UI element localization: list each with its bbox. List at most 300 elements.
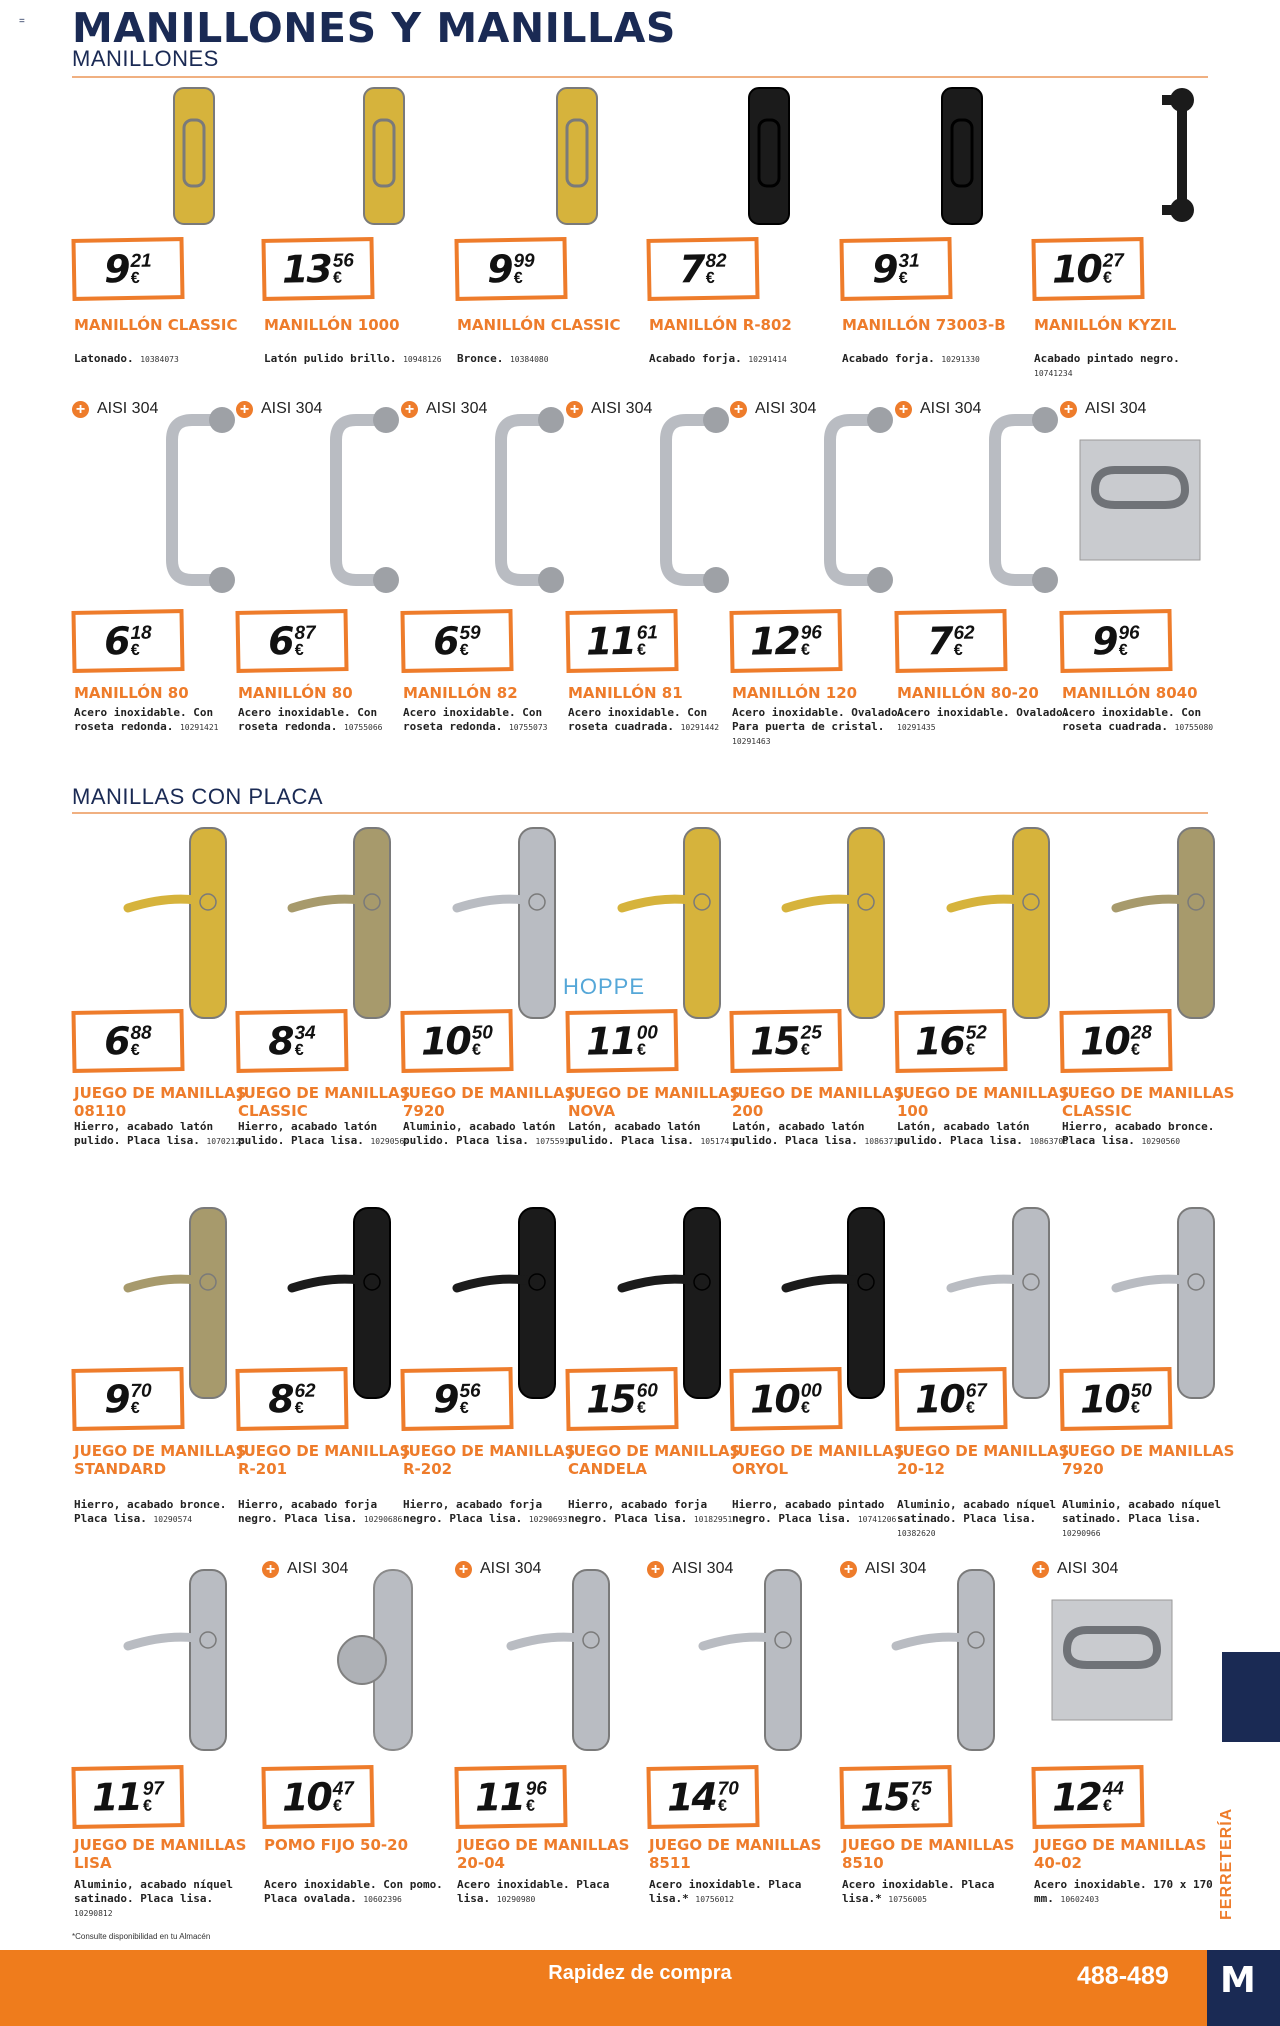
product-desc xyxy=(264,352,444,367)
price-currency: € xyxy=(898,269,908,287)
price-currency: € xyxy=(636,1399,647,1417)
product-name: MANILLÓN 1000 xyxy=(264,316,400,334)
product-name: JUEGO DE MANILLAS ORYOL xyxy=(732,1442,905,1478)
product-desc xyxy=(238,1498,418,1527)
product-card[interactable] xyxy=(72,400,257,760)
plus-icon: + xyxy=(730,401,747,418)
product-card[interactable] xyxy=(647,1560,832,1920)
product-card[interactable] xyxy=(72,1198,257,1558)
price-cents: 96 xyxy=(800,621,823,644)
lever-plate-bronze-icon xyxy=(1060,818,1245,1028)
product-desc xyxy=(74,1120,254,1149)
price-currency: € xyxy=(130,269,140,287)
price-integer: 10 xyxy=(420,1018,471,1064)
price-currency: € xyxy=(525,1797,536,1815)
price-currency: € xyxy=(1118,641,1128,659)
price-cents: 67 xyxy=(965,1379,988,1402)
product-desc xyxy=(649,352,829,367)
price-cents: 82 xyxy=(705,250,727,272)
price-tag xyxy=(1031,237,1144,301)
product-card[interactable] xyxy=(730,1198,915,1558)
product-card[interactable] xyxy=(895,1198,1080,1558)
price-tag xyxy=(400,1367,513,1431)
product-ref: 10948126 xyxy=(403,355,442,364)
product-card[interactable] xyxy=(1060,1198,1245,1558)
price-integer: 10 xyxy=(914,1376,965,1422)
product-desc-text: Aluminio, acabado níquel satinado. Placa lisa. xyxy=(1062,1498,1221,1525)
footnote: *Consulte disponibilidad en tu Almacén xyxy=(72,1932,211,1941)
product-desc-text: Hierro, acabado bronce. Placa lisa. xyxy=(1062,1120,1215,1147)
pull-square-plate-icon xyxy=(1060,400,1245,610)
price-cents: 34 xyxy=(294,1022,316,1044)
product-desc-text: Acabado forja. xyxy=(842,352,935,365)
price-currency: € xyxy=(717,1797,728,1815)
product-name: MANILLÓN 80 xyxy=(238,684,353,702)
product-name: MANILLÓN KYZIL xyxy=(1034,316,1177,334)
product-ref: 10702125 xyxy=(206,1137,245,1146)
aisi-label: AISI 304 xyxy=(1085,400,1147,417)
aisi-badge xyxy=(840,1560,926,1578)
section-title-manillones: MANILLONES xyxy=(72,46,219,71)
price-currency: € xyxy=(965,1399,976,1417)
lever-plate-steel-icon xyxy=(455,1560,640,1760)
product-name: MANILLÓN CLASSIC xyxy=(74,316,238,334)
product-card[interactable] xyxy=(566,1198,751,1558)
price-integer: 10 xyxy=(1079,1376,1130,1422)
product-desc xyxy=(264,1878,444,1907)
product-desc xyxy=(732,706,912,749)
price-cents: 97 xyxy=(142,1777,165,1800)
price-tag xyxy=(71,1765,184,1829)
pull-handle-steel-icon xyxy=(401,400,586,610)
price-integer: 6 xyxy=(103,1018,130,1064)
product-ref: 10384073 xyxy=(140,355,179,364)
product-desc-text: Acero inoxidable. Con roseta redonda. xyxy=(238,706,378,733)
aisi-label: AISI 304 xyxy=(672,1560,734,1577)
price-currency: € xyxy=(459,1399,469,1417)
product-card[interactable] xyxy=(262,80,447,440)
product-card[interactable] xyxy=(1032,80,1217,440)
product-card[interactable] xyxy=(236,818,421,1178)
product-card[interactable] xyxy=(1032,1560,1217,1920)
product-name: JUEGO DE MANILLAS 8511 xyxy=(649,1836,822,1872)
lever-plate-bronze-icon xyxy=(236,818,421,1028)
plus-icon: + xyxy=(72,401,89,418)
product-card[interactable] xyxy=(455,1560,640,1920)
product-ref: 10290560 xyxy=(1141,1137,1181,1146)
price-currency: € xyxy=(130,641,140,659)
product-ref: 10290574 xyxy=(153,1515,193,1524)
product-desc xyxy=(1062,1498,1242,1541)
price-tag xyxy=(454,237,567,301)
corner-mark: = xyxy=(19,16,25,27)
price-tag xyxy=(729,1367,842,1431)
price-integer: 10 xyxy=(281,1774,332,1820)
aisi-badge xyxy=(647,1560,733,1578)
product-name: JUEGO DE MANILLAS CANDELA xyxy=(568,1442,741,1478)
product-desc-text: Hierro, acabado pintado negro. Placa lisa. xyxy=(732,1498,885,1525)
product-ref: 10291421 xyxy=(179,723,219,732)
price-cents: 70 xyxy=(717,1777,740,1800)
price-integer: 11 xyxy=(585,1018,636,1064)
product-ref: 10384080 xyxy=(509,355,549,364)
product-desc-text: Acero inoxidable. Con pomo. Placa ovalada. xyxy=(264,1878,443,1905)
price-cents: 52 xyxy=(965,1021,988,1044)
product-name: JUEGO DE MANILLAS 8510 xyxy=(842,1836,1015,1872)
lever-plate-brass-icon xyxy=(72,818,257,1028)
aisi-label: AISI 304 xyxy=(480,1560,542,1577)
product-desc-text: Latón, acabado latón pulido. Placa lisa. xyxy=(897,1120,1030,1147)
product-ref: 10863713 xyxy=(864,1137,903,1146)
price-cents: 88 xyxy=(130,1022,152,1044)
price-cents: 00 xyxy=(636,1021,659,1044)
product-card[interactable] xyxy=(401,818,586,1178)
product-card[interactable] xyxy=(840,1560,1025,1920)
pull-plate-brass-icon xyxy=(455,80,640,230)
aisi-badge xyxy=(72,400,158,418)
price-currency: € xyxy=(636,641,647,659)
price-tag xyxy=(839,1765,952,1829)
product-desc-text: Hierro, acabado bronce. Placa lisa. xyxy=(74,1498,227,1525)
price-currency: € xyxy=(142,1797,153,1815)
product-card[interactable] xyxy=(730,400,915,760)
product-desc-text: Acero inoxidable. Ovalado. xyxy=(897,706,1070,719)
product-desc xyxy=(1034,352,1214,381)
price-cents: 47 xyxy=(332,1777,355,1800)
price-currency: € xyxy=(965,1041,976,1059)
product-desc xyxy=(403,1120,583,1149)
product-name: MANILLÓN 8040 xyxy=(1062,684,1198,702)
product-desc-text: Hierro, acabado forja negro. Placa lisa. xyxy=(568,1498,708,1525)
price-cents: 50 xyxy=(1130,1379,1153,1402)
product-card[interactable] xyxy=(455,80,640,440)
product-ref: 10741234 xyxy=(1034,369,1073,378)
price-tag xyxy=(261,237,374,301)
product-name: JUEGO DE MANILLAS LISA xyxy=(74,1836,247,1872)
price-tag xyxy=(1059,1009,1172,1073)
price-currency: € xyxy=(910,1797,921,1815)
price-integer: 8 xyxy=(267,1018,294,1064)
product-desc xyxy=(649,1878,829,1907)
product-desc-text: Bronce. xyxy=(457,352,504,365)
plus-icon: + xyxy=(401,401,418,418)
pull-handle-steel-icon xyxy=(236,400,421,610)
price-cents: 56 xyxy=(459,1380,481,1402)
product-desc xyxy=(457,352,637,367)
pull-handle-steel-icon xyxy=(730,400,915,610)
price-currency: € xyxy=(332,1797,343,1815)
product-name: JUEGO DE MANILLAS 40-02 xyxy=(1034,1836,1207,1872)
product-desc xyxy=(74,1878,254,1921)
pull-plate-brass-icon xyxy=(262,80,447,230)
product-desc-text: Aluminio, acabado níquel satinado. Placa lisa. xyxy=(74,1878,233,1905)
price-integer: 11 xyxy=(585,618,636,664)
aisi-badge xyxy=(566,400,652,418)
lever-plate-brass-icon xyxy=(895,818,1080,1028)
product-desc-text: Acero inoxidable. Con roseta cuadrada. xyxy=(1062,706,1202,733)
product-desc xyxy=(457,1878,637,1907)
product-ref: 10290980 xyxy=(496,1895,536,1904)
price-cents: 18 xyxy=(130,622,152,644)
product-card[interactable] xyxy=(401,400,586,760)
price-currency: € xyxy=(1102,1797,1113,1815)
product-desc-text: Acero inoxidable. 170 x 170 mm. xyxy=(1034,1878,1213,1905)
product-desc-text: Acabado pintado negro. xyxy=(1034,352,1180,365)
aisi-badge xyxy=(895,400,981,418)
footer-text: Rapidez de compra xyxy=(548,1962,732,1984)
product-desc-text: Hierro, acabado latón pulido. Placa lisa. xyxy=(238,1120,378,1147)
price-integer: 15 xyxy=(749,1018,800,1064)
price-cents: 96 xyxy=(1118,622,1140,644)
product-card[interactable] xyxy=(730,818,915,1178)
price-integer: 15 xyxy=(859,1774,910,1820)
price-cents: 61 xyxy=(636,621,659,644)
plus-icon: + xyxy=(455,1561,472,1578)
product-card[interactable] xyxy=(895,400,1080,760)
price-cents: 62 xyxy=(953,622,975,644)
product-name: JUEGO DE MANILLAS 7920 xyxy=(1062,1442,1235,1478)
hoppe-logo: HOPPE xyxy=(563,974,646,999)
price-tag xyxy=(71,1009,184,1073)
product-ref: 10602403 xyxy=(1060,1895,1100,1904)
price-cents: 50 xyxy=(471,1021,494,1044)
price-integer: 11 xyxy=(474,1774,525,1820)
price-cents: 62 xyxy=(294,1380,316,1402)
product-desc xyxy=(403,706,583,735)
price-integer: 10 xyxy=(1051,246,1102,292)
price-tag xyxy=(894,1367,1007,1431)
product-desc-text: Acero inoxidable. Placa lisa.* xyxy=(842,1878,995,1905)
product-ref: 10755080 xyxy=(1174,723,1214,732)
price-tag xyxy=(235,1367,348,1431)
section-rule xyxy=(72,812,1208,814)
price-cents: 96 xyxy=(525,1777,548,1800)
plus-icon: + xyxy=(1060,401,1077,418)
product-ref: 10382620 xyxy=(897,1529,936,1538)
price-currency: € xyxy=(800,1399,811,1417)
price-tag xyxy=(71,609,184,673)
price-currency: € xyxy=(130,1399,140,1417)
product-name: MANILLÓN 82 xyxy=(403,684,518,702)
price-tag xyxy=(839,237,952,301)
product-name: JUEGO DE MANILLAS CLASSIC xyxy=(238,1084,411,1120)
price-integer: 9 xyxy=(486,246,513,292)
plus-icon: + xyxy=(647,1561,664,1578)
price-integer: 7 xyxy=(926,618,953,664)
product-card[interactable] xyxy=(401,1198,586,1558)
price-tag xyxy=(235,609,348,673)
price-integer: 8 xyxy=(267,1376,294,1422)
product-name: JUEGO DE MANILLAS 20-12 xyxy=(897,1442,1070,1478)
price-tag xyxy=(71,1367,184,1431)
section-rule xyxy=(72,76,1208,78)
price-cents: 70 xyxy=(130,1380,152,1402)
price-currency: € xyxy=(800,641,811,659)
product-card[interactable] xyxy=(647,80,832,440)
product-desc xyxy=(568,706,748,735)
product-ref: 10755913 xyxy=(535,1137,574,1146)
product-name: JUEGO DE MANILLAS R-202 xyxy=(403,1442,576,1478)
price-tag xyxy=(729,609,842,673)
product-card[interactable] xyxy=(72,1560,257,1920)
product-desc xyxy=(842,352,1022,367)
product-ref: 10291435 xyxy=(897,723,936,732)
product-ref: 10290966 xyxy=(1062,1529,1101,1538)
product-desc-text: Latón, acabado latón pulido. Placa lisa. xyxy=(732,1120,865,1147)
product-name: JUEGO DE MANILLAS 20-04 xyxy=(457,1836,630,1872)
product-name: JUEGO DE MANILLAS CLASSIC xyxy=(1062,1084,1235,1120)
product-desc-text: Acero inoxidable. Con roseta redonda. xyxy=(74,706,214,733)
product-card[interactable] xyxy=(895,818,1080,1178)
price-currency: € xyxy=(705,269,715,287)
product-name: MANILLÓN 80-20 xyxy=(897,684,1039,702)
side-label: FERRETERÍA xyxy=(1218,1807,1235,1920)
plus-icon: + xyxy=(840,1561,857,1578)
product-desc-text: Latonado. xyxy=(74,352,134,365)
product-desc xyxy=(1062,1120,1242,1149)
product-ref: 10291330 xyxy=(941,355,980,364)
product-desc-text: Acabado forja. xyxy=(649,352,742,365)
product-name: JUEGO DE MANILLAS 7920 xyxy=(403,1084,576,1120)
product-ref: 10755073 xyxy=(508,723,548,732)
price-tag xyxy=(235,1009,348,1073)
aisi-label: AISI 304 xyxy=(865,1560,927,1577)
product-desc xyxy=(568,1120,748,1149)
price-tag xyxy=(565,609,678,673)
price-currency: € xyxy=(294,1399,304,1417)
price-tag xyxy=(400,1009,513,1073)
product-ref: 10290686 xyxy=(363,1515,403,1524)
product-desc xyxy=(74,352,254,367)
aisi-badge xyxy=(1060,400,1146,418)
price-integer: 15 xyxy=(585,1376,636,1422)
product-desc-text: Acero inoxidable. Placa lisa. xyxy=(457,1878,610,1905)
price-integer: 14 xyxy=(666,1774,717,1820)
price-currency: € xyxy=(294,1041,304,1059)
product-card[interactable] xyxy=(566,400,751,760)
product-desc-text: Aluminio, acabado latón pulido. Placa lisa. xyxy=(403,1120,556,1147)
price-cents: 28 xyxy=(1130,1021,1153,1044)
price-currency: € xyxy=(130,1041,140,1059)
price-currency: € xyxy=(332,269,343,287)
product-name: JUEGO DE MANILLAS R-201 xyxy=(238,1442,411,1478)
price-integer: 6 xyxy=(432,618,459,664)
product-desc xyxy=(74,706,254,735)
price-currency: € xyxy=(636,1041,647,1059)
product-name: MANILLÓN 81 xyxy=(568,684,683,702)
product-desc xyxy=(1034,1878,1214,1907)
price-tag xyxy=(454,1765,567,1829)
price-tag xyxy=(1031,1765,1144,1829)
aisi-badge xyxy=(455,1560,541,1578)
aisi-label: AISI 304 xyxy=(287,1560,349,1577)
price-currency: € xyxy=(800,1041,811,1059)
aisi-label: AISI 304 xyxy=(1057,1560,1119,1577)
price-currency: € xyxy=(471,1041,482,1059)
product-desc xyxy=(1062,706,1242,735)
price-tag xyxy=(261,1765,374,1829)
price-integer: 9 xyxy=(871,246,898,292)
page-numbers: 488-489 xyxy=(1077,1962,1169,1990)
price-tag xyxy=(400,609,513,673)
price-currency: € xyxy=(1102,269,1113,287)
price-cents: 44 xyxy=(1102,1777,1125,1800)
product-ref: 10755066 xyxy=(343,723,383,732)
aisi-badge xyxy=(401,400,487,418)
product-desc xyxy=(568,1498,748,1527)
price-tag xyxy=(894,1009,1007,1073)
product-card[interactable] xyxy=(1060,400,1245,760)
price-currency: € xyxy=(953,641,963,659)
product-desc xyxy=(897,1120,1077,1149)
product-name: POMO FIJO 50-20 xyxy=(264,1836,409,1854)
lever-plate-steel-icon xyxy=(72,1560,257,1760)
price-integer: 11 xyxy=(91,1774,142,1820)
aisi-label: AISI 304 xyxy=(97,400,159,417)
price-currency: € xyxy=(513,269,523,287)
product-desc xyxy=(732,1498,912,1527)
price-tag xyxy=(729,1009,842,1073)
product-desc xyxy=(842,1878,1022,1907)
product-ref: 10291442 xyxy=(680,723,720,732)
product-desc-text: Acero inoxidable. Placa lisa.* xyxy=(649,1878,802,1905)
product-desc-text: Hierro, acabado forja negro. Placa lisa. xyxy=(238,1498,378,1525)
price-tag xyxy=(894,609,1007,673)
product-card[interactable] xyxy=(72,818,257,1178)
product-card[interactable] xyxy=(262,1560,447,1920)
product-card[interactable] xyxy=(236,400,421,760)
price-cents: 87 xyxy=(294,622,316,644)
pull-plate-black-icon xyxy=(840,80,1025,230)
price-integer: 10 xyxy=(1079,1018,1130,1064)
product-card[interactable] xyxy=(72,80,257,440)
product-card[interactable] xyxy=(236,1198,421,1558)
pull-plate-black-icon xyxy=(647,80,832,230)
pull-handle-steel-icon xyxy=(72,400,257,610)
product-ref: 10756005 xyxy=(888,1895,927,1904)
product-card[interactable] xyxy=(840,80,1025,440)
price-cents: 27 xyxy=(1102,249,1125,272)
product-name: MANILLÓN CLASSIC xyxy=(457,316,621,334)
price-currency: € xyxy=(1130,1399,1141,1417)
price-integer: 6 xyxy=(267,618,294,664)
product-ref: 10290560 xyxy=(370,1137,409,1146)
plus-icon: + xyxy=(236,401,253,418)
product-ref: 10741206 xyxy=(857,1515,897,1524)
price-cents: 99 xyxy=(513,250,535,272)
pull-square-plate-icon xyxy=(1032,1560,1217,1760)
lever-plate-steel-icon xyxy=(401,818,586,1028)
pull-plate-brass-icon xyxy=(72,80,257,230)
aisi-badge xyxy=(730,400,816,418)
product-name: MANILLÓN 120 xyxy=(732,684,858,702)
price-tag xyxy=(1059,609,1172,673)
product-desc-text: Acero inoxidable. Ovalado. Para puerta de cristal. xyxy=(732,706,905,733)
price-cents: 60 xyxy=(636,1379,659,1402)
price-integer: 16 xyxy=(914,1018,965,1064)
aisi-badge xyxy=(262,1560,348,1578)
price-cents: 31 xyxy=(898,250,920,272)
price-currency: € xyxy=(459,641,469,659)
product-card[interactable] xyxy=(1060,818,1245,1178)
price-integer: 10 xyxy=(749,1376,800,1422)
price-integer: 13 xyxy=(281,246,332,292)
product-name: MANILLÓN 80 xyxy=(74,684,189,702)
plus-icon: + xyxy=(566,401,583,418)
price-integer: 6 xyxy=(103,618,130,664)
product-desc xyxy=(74,1498,254,1527)
knob-plate-steel-icon xyxy=(262,1560,447,1760)
